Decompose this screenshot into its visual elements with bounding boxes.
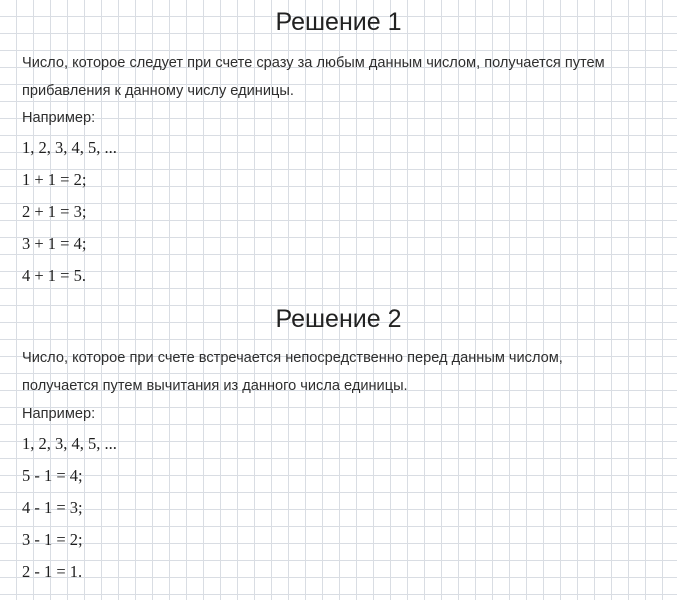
solution-2-title: Решение 2 [275, 305, 402, 333]
solution-2-equation: 5 - 1 = 4; [22, 466, 83, 485]
solution-1-equation: 2 + 1 = 3; [22, 202, 87, 221]
solution-2-equation: 2 - 1 = 1. [22, 562, 83, 581]
solution-1-title: Решение 1 [275, 8, 402, 36]
solution-2-equation: 3 - 1 = 2; [22, 530, 83, 549]
solution-2-text-line-2: получается путем вычитания из данного числа единицы. [22, 378, 408, 394]
solution-2-equation: 4 - 1 = 3; [22, 498, 83, 517]
solution-1-equation: 4 + 1 = 5. [22, 266, 86, 285]
solution-1-text-line-2: прибавления к данному числу единицы. [22, 83, 294, 99]
solution-1-equation: 3 + 1 = 4; [22, 234, 87, 253]
solution-2-text-line-1: Число, которое при счете встречается непосредственно перед данным числом, [22, 350, 563, 366]
solution-1-text-line-1: Число, которое следует при счете сразу за любым данным числом, получается путем [22, 55, 605, 71]
solution-1-sequence: 1, 2, 3, 4, 5, ... [22, 138, 117, 157]
solution-1-equation: 1 + 1 = 2; [22, 170, 87, 189]
solution-1-example-label: Например: [22, 110, 96, 126]
solution-2-example-label: Например: [22, 406, 96, 422]
solution-2-sequence: 1, 2, 3, 4, 5, ... [22, 434, 117, 453]
